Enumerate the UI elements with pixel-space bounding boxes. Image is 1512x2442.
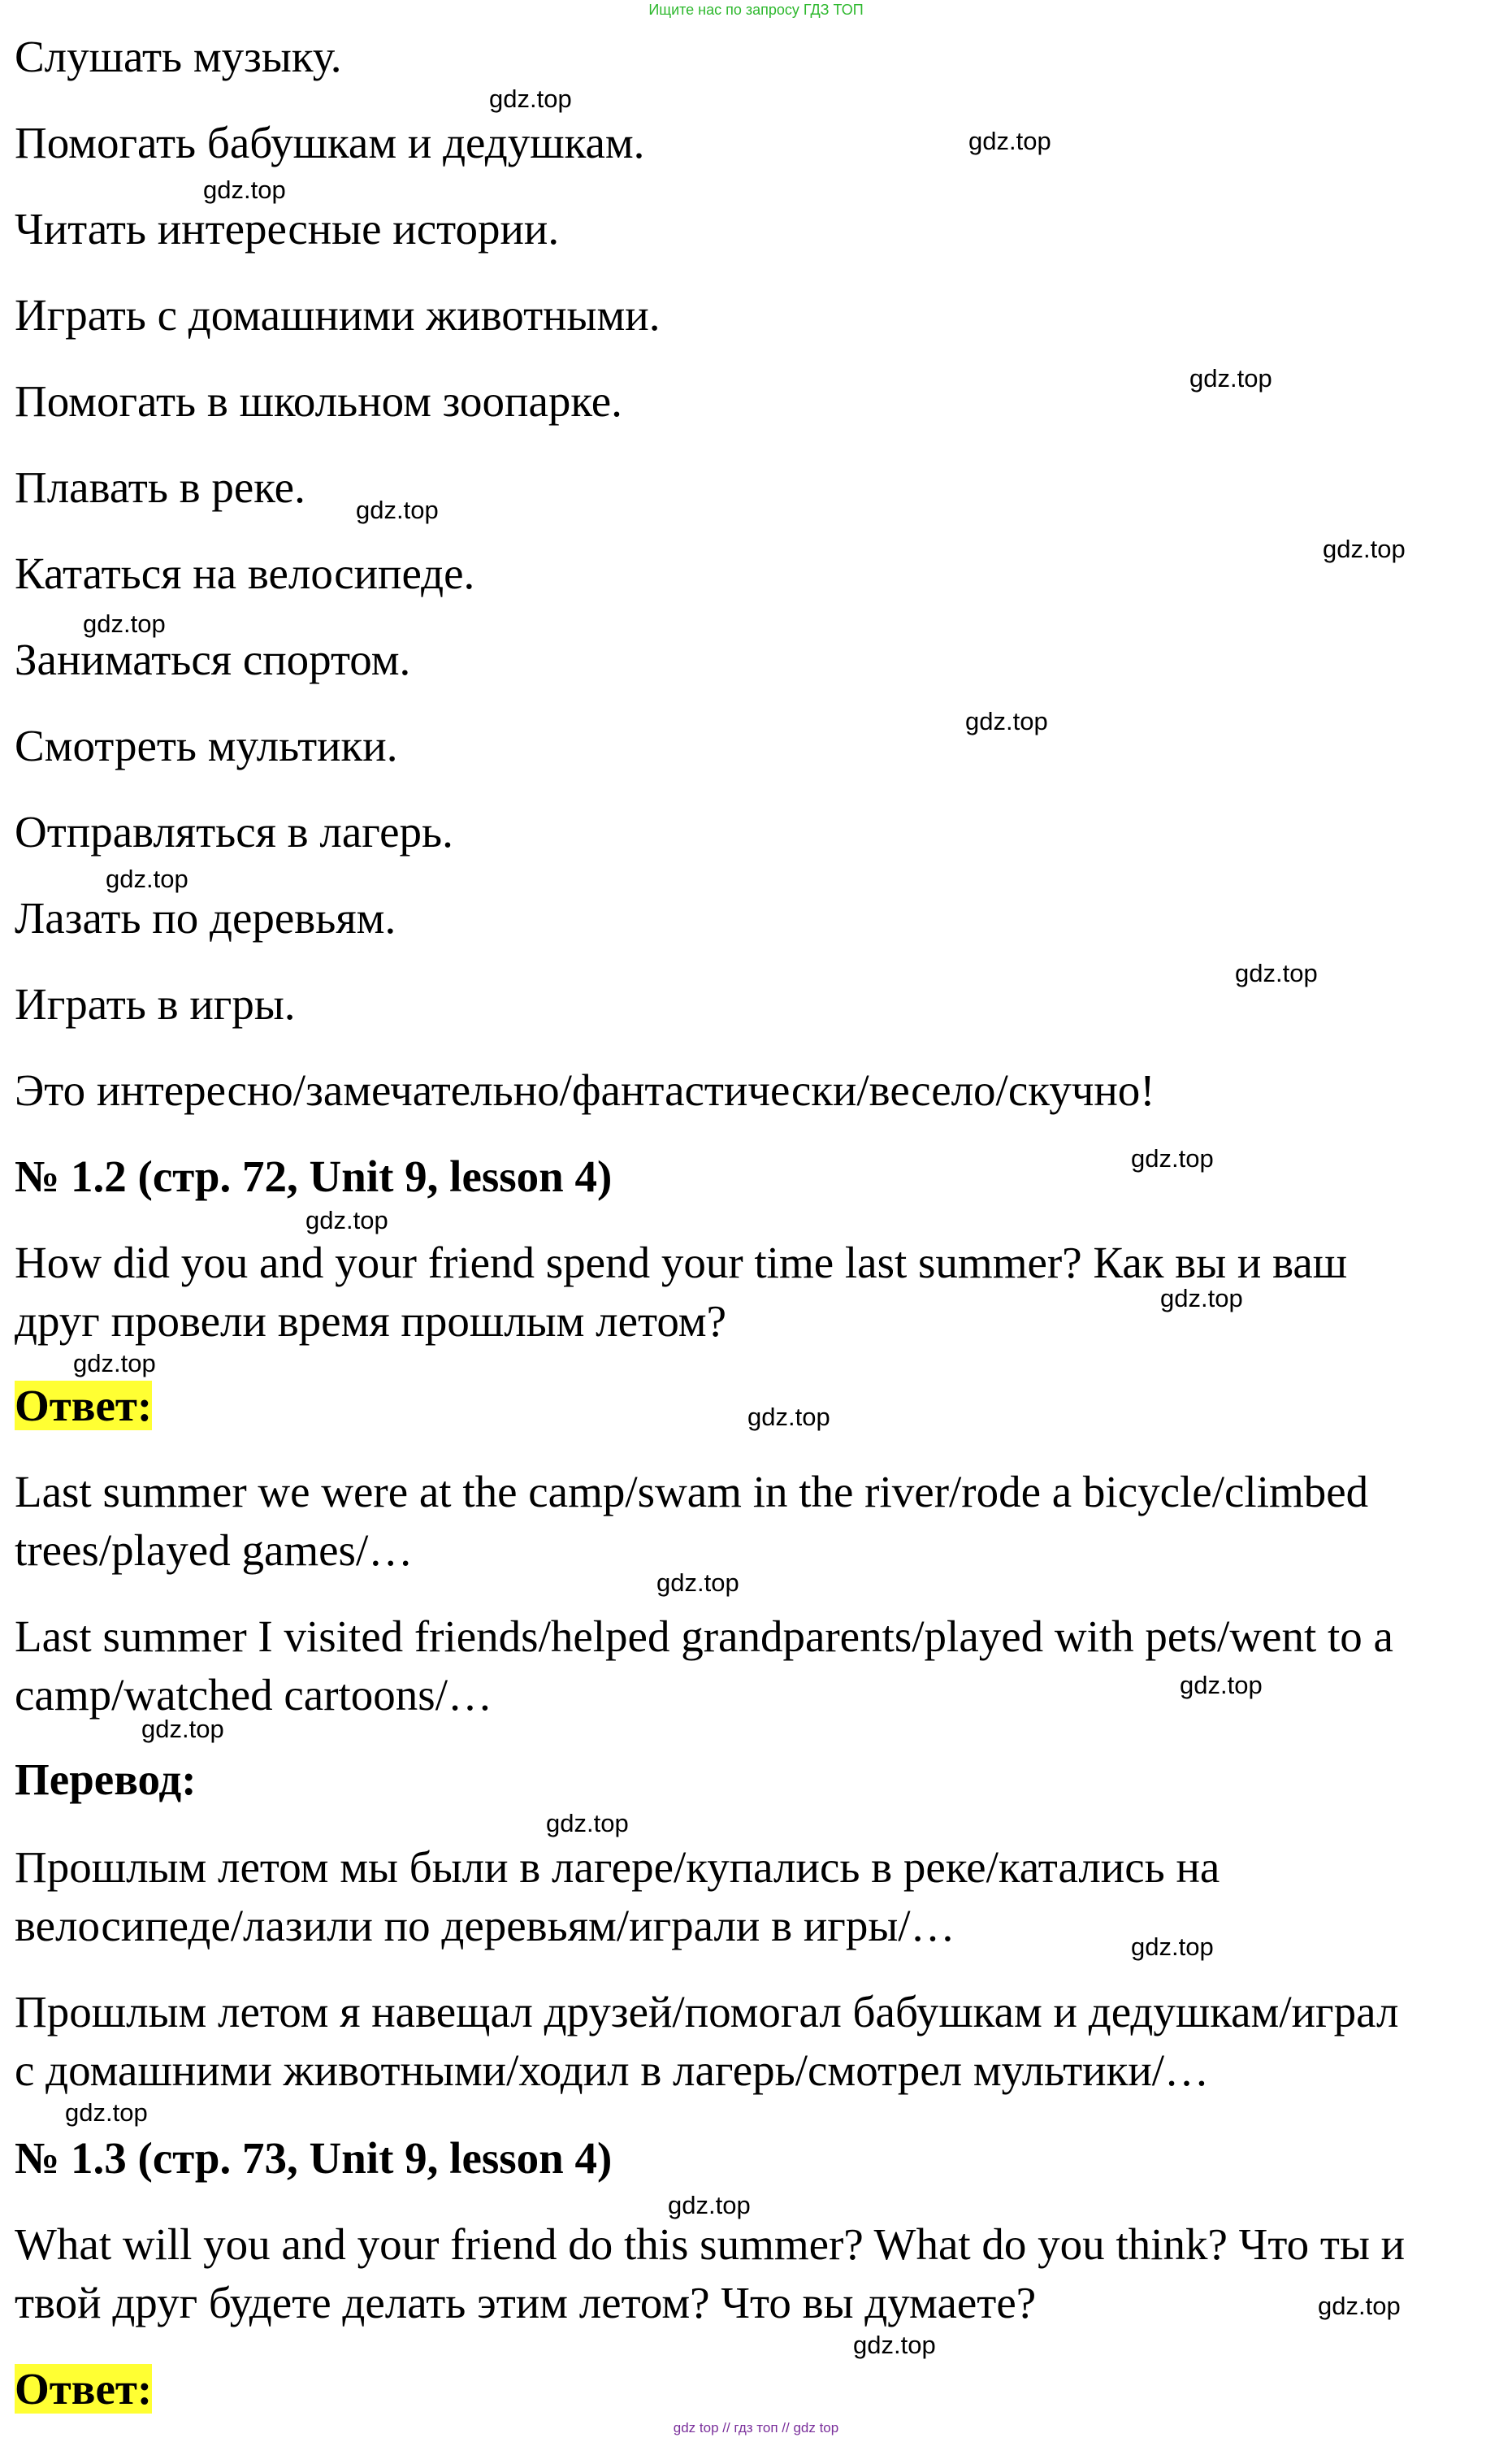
answer-line: camp/watched cartoons/… bbox=[15, 1670, 492, 1720]
watermark: gdz.top bbox=[1318, 2292, 1401, 2320]
answer-line: Last summer we were at the camp/swam in the river/rode a bicycle/climbed bbox=[15, 1467, 1369, 1516]
header-banner[interactable]: Ищите нас по запросу ГДЗ ТОП bbox=[648, 2, 864, 18]
watermark: gdz.top bbox=[656, 1568, 739, 1597]
watermark: gdz.top bbox=[1131, 1144, 1214, 1173]
watermark: gdz.top bbox=[546, 1809, 629, 1837]
watermark: gdz.top bbox=[1323, 535, 1406, 563]
watermark: gdz.top bbox=[853, 2331, 936, 2359]
activity-line: Помогать в школьном зоопарке. bbox=[15, 376, 622, 426]
watermark: gdz.top bbox=[1180, 1671, 1263, 1699]
answer-label: Ответ: bbox=[15, 2364, 153, 2414]
watermark: gdz.top bbox=[106, 865, 188, 893]
summary-line: Это интересно/замечательно/фантастически/весело/скучно! bbox=[15, 1065, 1155, 1115]
watermark: gdz.top bbox=[1235, 959, 1318, 987]
watermark: gdz.top bbox=[305, 1206, 388, 1234]
activity-line: Кататься на велосипеде. bbox=[15, 549, 475, 598]
activity-line: Отправляться в лагерь. bbox=[15, 807, 453, 857]
watermark: gdz.top bbox=[668, 2191, 751, 2219]
exercise-1-3-title: № 1.3 (стр. 73, Unit 9, lesson 4) bbox=[15, 2133, 613, 2183]
exercise-1-3-question: твой друг будете делать этим летом? Что вы думаете? bbox=[15, 2278, 1037, 2327]
activity-line: Слушать музыку. bbox=[15, 32, 342, 81]
activity-line: Помогать бабушкам и дедушкам. bbox=[15, 118, 645, 167]
watermark: gdz.top bbox=[965, 707, 1048, 735]
translation-line: Прошлым летом я навещал друзей/помогал бабушкам и дедушкам/играл bbox=[15, 1987, 1399, 2036]
exercise-1-2-title: № 1.2 (стр. 72, Unit 9, lesson 4) bbox=[15, 1152, 613, 1201]
watermark: gdz.top bbox=[203, 176, 286, 204]
exercise-1-2-question: How did you and your friend spend your time last summer? Как вы и ваш bbox=[15, 1238, 1348, 1287]
watermark: gdz.top bbox=[747, 1403, 830, 1431]
watermark: gdz.top bbox=[356, 496, 439, 524]
translation-label: Перевод: bbox=[15, 1755, 197, 1804]
answer-line: Last summer I visited friends/helped grandparents/played with pets/went to a bbox=[15, 1611, 1393, 1661]
activity-line: Смотреть мультики. bbox=[15, 721, 398, 770]
answer-line: trees/played games/… bbox=[15, 1525, 414, 1575]
watermark: gdz.top bbox=[1160, 1284, 1243, 1312]
watermark: gdz.top bbox=[83, 609, 166, 638]
answer-label: Ответ: bbox=[15, 1381, 153, 1430]
activity-line: Играть с домашними животными. bbox=[15, 290, 661, 340]
translation-line: Прошлым летом мы были в лагере/купались в реке/катались на bbox=[15, 1842, 1220, 1892]
translation-line: с домашними животными/ходил в лагерь/смотрел мультики/… bbox=[15, 2045, 1210, 2095]
watermark: gdz.top bbox=[1131, 1932, 1214, 1961]
activity-line: Играть в игры. bbox=[15, 979, 296, 1029]
activity-line: Лазать по деревьям. bbox=[15, 893, 396, 943]
watermark: gdz.top bbox=[73, 1349, 156, 1377]
activity-line: Заниматься спортом. bbox=[15, 635, 411, 684]
translation-line: велосипеде/лазили по деревьям/играли в игры/… bbox=[15, 1901, 955, 1950]
activity-line: Читать интересные истории. bbox=[15, 204, 560, 254]
watermark: gdz.top bbox=[1189, 364, 1272, 393]
footer-banner[interactable]: gdz top // гдз топ // gdz top bbox=[673, 2420, 839, 2435]
watermark: gdz.top bbox=[968, 127, 1051, 155]
exercise-1-2-question: друг провели время прошлым летом? bbox=[15, 1296, 726, 1346]
watermark: gdz.top bbox=[141, 1715, 224, 1743]
watermark: gdz.top bbox=[65, 2098, 148, 2127]
exercise-1-3-question: What will you and your friend do this summer? What do you think? Что ты и bbox=[15, 2219, 1406, 2269]
watermark: gdz.top bbox=[489, 85, 572, 113]
activity-line: Плавать в реке. bbox=[15, 462, 305, 512]
